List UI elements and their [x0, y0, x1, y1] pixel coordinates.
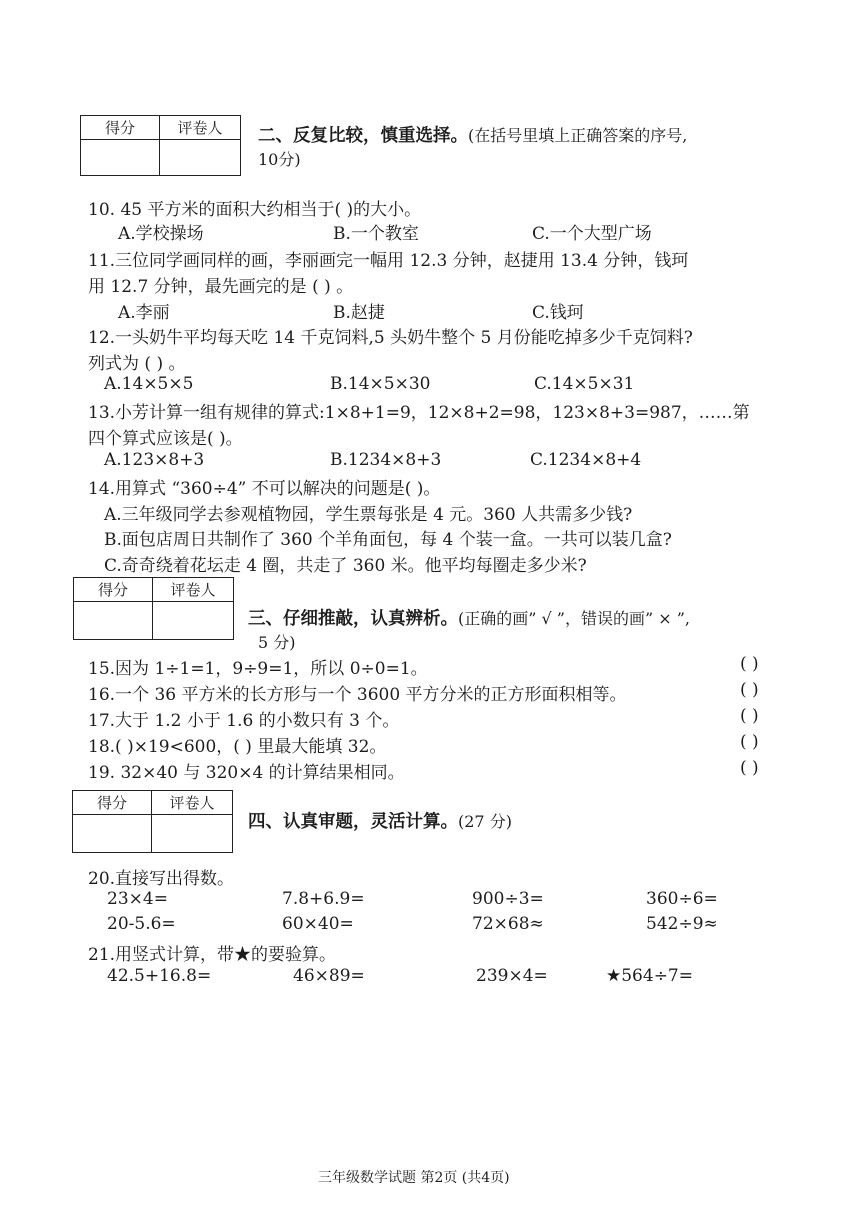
question-19: 19. 32×40 与 320×4 的计算结果相同。 — [88, 763, 405, 783]
score-cell[interactable] — [81, 140, 160, 176]
section3-note: (正确的画” √ ”，错误的画” × ”, — [458, 609, 690, 628]
answer-paren-16[interactable]: ( ) — [740, 680, 759, 700]
vertical-calc-item: 42.5+16.8= — [107, 966, 212, 986]
question-11-line2: 用 12.7 分钟，最先画完的是 ( ) 。 — [88, 277, 354, 297]
grader-cell[interactable] — [160, 140, 241, 176]
score-label: 得分 — [81, 116, 160, 140]
q14-option-a: A.三年级同学去参观植物园，学生票每张是 4 元。360 人共需多少钱? — [104, 505, 633, 525]
vertical-calc-item: 46×89= — [293, 966, 365, 986]
question-12-line1: 12.一头奶牛平均每天吃 14 千克饲料,5 头奶牛整个 5 月份能吃掉多少千克饲料? — [88, 328, 693, 348]
grader-label: 评卷人 — [152, 791, 233, 815]
score-box-section4 — [72, 790, 233, 853]
q13-option-c: C.1234×8+4 — [530, 450, 642, 470]
calc-item: 360÷6= — [646, 889, 718, 909]
section2-title: 二、反复比较，慎重选择。(在括号里填上正确答案的序号, — [258, 126, 688, 146]
q10-option-b: B.一个教室 — [333, 224, 419, 244]
q12-option-b: B.14×5×30 — [330, 374, 431, 394]
question-20: 20.直接写出得数。 — [88, 869, 235, 889]
grader-label: 评卷人 — [160, 116, 241, 140]
q13-option-b: B.1234×8+3 — [330, 450, 442, 470]
score-label: 得分 — [74, 578, 153, 602]
q14-option-c: C.奇奇绕着花坛走 4 圈，共走了 360 米。他平均每圈走多少米? — [104, 556, 587, 576]
calc-item: 900÷3= — [472, 889, 544, 909]
question-17: 17.大于 1.2 小于 1.6 的小数只有 3 个。 — [88, 711, 400, 731]
q10-option-c: C.一个大型广场 — [532, 224, 652, 244]
section4-note: (27 分) — [458, 812, 512, 831]
q13-option-a: A.123×8+3 — [104, 450, 205, 470]
q10-option-a: A.学校操场 — [118, 224, 204, 244]
grader-cell[interactable] — [152, 815, 233, 853]
answer-paren-15[interactable]: ( ) — [740, 654, 759, 674]
q11-option-c: C.钱珂 — [532, 303, 584, 323]
score-box-section2 — [80, 115, 241, 176]
score-cell[interactable] — [74, 602, 153, 640]
q12-option-c: C.14×5×31 — [534, 374, 635, 394]
calc-item: 60×40= — [282, 914, 354, 934]
section4-title: 四、认真审题，灵活计算。(27 分) — [248, 812, 512, 832]
section3-note-2: 5 分) — [258, 633, 296, 652]
calc-item: 20-5.6= — [107, 914, 176, 934]
grader-cell[interactable] — [153, 602, 234, 640]
section2-note-2: 10分) — [258, 150, 301, 169]
answer-paren-18[interactable]: ( ) — [740, 732, 759, 752]
question-13-line2: 四个算式应该是( )。 — [88, 429, 243, 449]
question-11-line1: 11.三位同学画同样的画，李丽画完一幅用 12.3 分钟，赵捷用 13.4 分钟，钱珂 — [88, 251, 689, 271]
score-box-section3 — [73, 577, 234, 640]
question-13-line1: 13.小芳计算一组有规律的算式:1×8+1=9，12×8+2=98，123×8+3=987，……第 — [88, 403, 750, 423]
answer-paren-19[interactable]: ( ) — [740, 758, 759, 778]
question-10: 10. 45 平方米的面积大约相当于( )的大小。 — [88, 200, 422, 220]
question-18: 18.( )×19<600，( ) 里最大能填 32。 — [88, 737, 387, 757]
question-16: 16.一个 36 平方米的长方形与一个 3600 平方分米的正方形面积相等。 — [88, 685, 627, 705]
calc-item: 7.8+6.9= — [282, 889, 365, 909]
section2-note: (在括号里填上正确答案的序号, — [468, 126, 688, 145]
score-cell[interactable] — [73, 815, 152, 853]
q14-option-b: B.面包店周日共制作了 360 个羊角面包，每 4 个装一盒。一共可以装几盒? — [104, 530, 672, 550]
calc-item: 542÷9≈ — [646, 914, 718, 934]
question-12-line2: 列式为 ( ) 。 — [88, 354, 186, 374]
page-footer: 三年级数学试题 第2页 (共4页) — [318, 1170, 510, 1186]
calc-item: 23×4= — [107, 889, 168, 909]
question-15: 15.因为 1÷1=1，9÷9=1，所以 0÷0=1。 — [88, 659, 428, 679]
q11-option-b: B.赵捷 — [333, 303, 385, 323]
score-label: 得分 — [73, 791, 152, 815]
q12-option-a: A.14×5×5 — [104, 374, 194, 394]
calc-item: 72×68≈ — [472, 914, 544, 934]
vertical-calc-item: 239×4= — [476, 966, 548, 986]
vertical-calc-item: ★564÷7= — [606, 966, 693, 986]
question-21: 21.用竖式计算，带★的要验算。 — [88, 945, 337, 965]
question-14: 14.用算式 “360÷4” 不可以解决的问题是( )。 — [88, 479, 441, 499]
q11-option-a: A.李丽 — [118, 303, 170, 323]
answer-paren-17[interactable]: ( ) — [740, 706, 759, 726]
grader-label: 评卷人 — [153, 578, 234, 602]
section3-title: 三、仔细推敲，认真辨析。(正确的画” √ ”，错误的画” × ”, — [248, 609, 690, 629]
